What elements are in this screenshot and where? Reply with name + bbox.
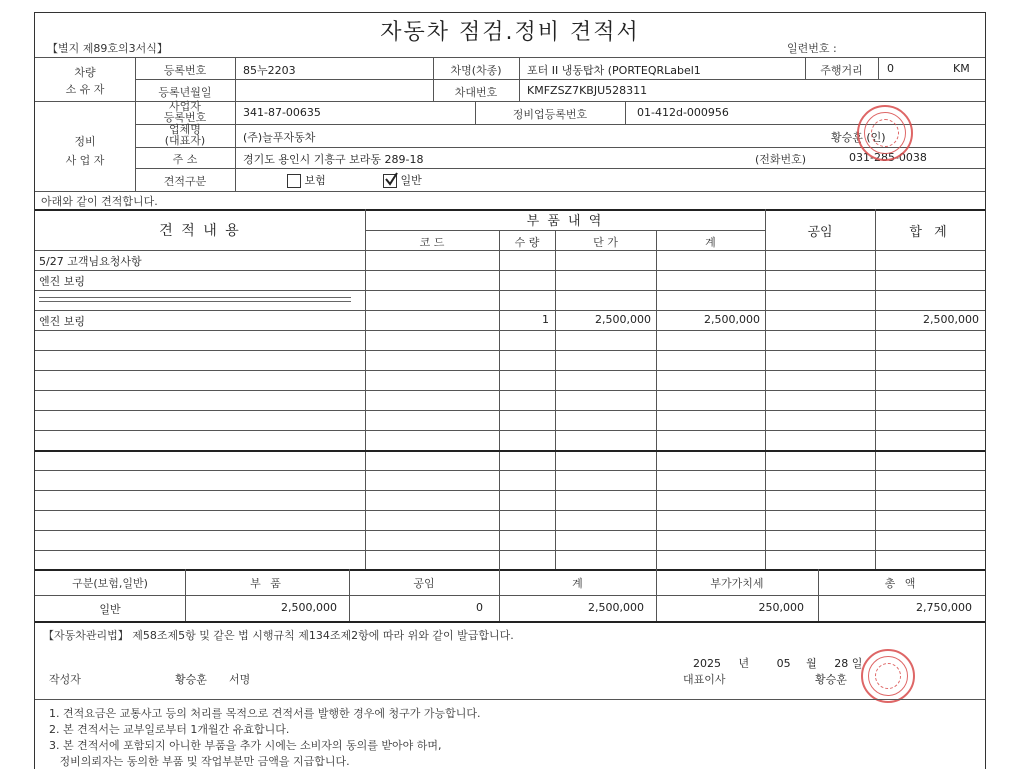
header-subtotal: 계 xyxy=(705,236,716,249)
shop-section-label-2: 사 업 자 xyxy=(65,154,105,167)
legal-text: 【자동차관리법】 제58조제5항 및 같은 법 시행규칙 제134조제2항에 따라 위와 같이 발급합니다. xyxy=(43,629,514,642)
company-seal-icon xyxy=(857,105,913,161)
option-insurance[interactable] xyxy=(287,172,326,188)
row-total: 2,500,000 xyxy=(923,313,979,326)
estimate-form xyxy=(34,12,986,769)
form-code: 【별지 제89호의3서식】 xyxy=(47,42,168,55)
shop-section-label-1: 정비 xyxy=(74,135,96,148)
note-2: 2. 본 견적서는 교부일로부터 1개월간 유효합니다. xyxy=(49,723,290,736)
page-title: 자동차 점검.정비 견적서 xyxy=(380,20,640,45)
writer-name: 황승훈 xyxy=(175,673,207,686)
representative-value: 황승훈 (인) xyxy=(831,131,886,144)
owner-section-label-1: 차량 xyxy=(74,66,96,79)
row-divider xyxy=(35,510,985,511)
writer-label: 작성자 xyxy=(49,673,81,686)
note-1: 1. 견적요금은 교통사고 등의 처리를 목적으로 견적서를 발행한 경우에 청구가 가능합니다. xyxy=(49,707,481,720)
biz-no-label xyxy=(135,101,235,123)
insurance-label: 보험 xyxy=(304,174,326,187)
row-qty: 1 xyxy=(542,313,549,326)
row-divider xyxy=(35,550,985,551)
model-label: 차명(차종) xyxy=(450,64,502,77)
biz-no-value: 341-87-00635 xyxy=(243,106,321,119)
header-code: 코 드 xyxy=(419,236,445,249)
summary-parts: 2,500,000 xyxy=(281,601,337,614)
phone-label: (전화번호) xyxy=(755,153,807,166)
vin-label: 차대번호 xyxy=(454,86,498,99)
header-qty: 수 량 xyxy=(514,236,540,249)
check-icon xyxy=(384,172,398,186)
mileage-label: 주행거리 xyxy=(820,64,863,77)
row-divider xyxy=(35,430,985,431)
summary-labor-label: 공임 xyxy=(413,577,435,590)
date-year-label: 년 xyxy=(738,657,750,670)
header-parts: 부 품 내 역 xyxy=(526,214,604,229)
summary-sum-label: 계 xyxy=(572,577,583,590)
row-divider xyxy=(35,490,985,491)
row-separator xyxy=(39,297,351,302)
row-divider xyxy=(35,390,985,391)
ceo-name: 황승훈 xyxy=(815,673,847,686)
ceo-seal-icon xyxy=(861,649,915,703)
header-content: 견 적 내 용 xyxy=(159,223,241,239)
reg-date-label: 등록년월일 xyxy=(158,86,212,99)
date-month: 05 xyxy=(776,657,791,670)
owner-section-label-2: 소 유 자 xyxy=(65,83,105,96)
summary-total-label: 총 액 xyxy=(884,577,919,590)
estimate-type-label: 견적구분 xyxy=(163,175,207,188)
company-value: (주)늘푸자동차 xyxy=(243,131,316,144)
summary-parts-label: 부 품 xyxy=(250,577,284,590)
address-label: 주 소 xyxy=(172,153,198,166)
mileage-value: 0 xyxy=(887,62,894,75)
header-unit-price: 단 가 xyxy=(593,236,618,249)
row-divider xyxy=(35,270,985,271)
summary-type: 일반 xyxy=(99,603,121,616)
row-divider xyxy=(35,410,985,411)
row-divider xyxy=(35,450,985,452)
row-divider xyxy=(35,530,985,531)
serial-label: 일련번호 : xyxy=(787,42,837,55)
date-day: 28 xyxy=(834,657,849,670)
row-divider xyxy=(35,330,985,331)
note-4: 정비의뢰자는 동의한 부품 및 작업부분만 금액을 지급합니다. xyxy=(49,755,350,768)
option-general[interactable] xyxy=(383,172,422,188)
sign-label: 서명 xyxy=(229,673,251,686)
reg-no-value: 85누2203 xyxy=(243,64,296,77)
row-divider xyxy=(35,370,985,371)
summary-vat: 250,000 xyxy=(758,601,804,614)
intro-text: 아래와 같이 견적합니다. xyxy=(41,195,158,208)
row-content: 엔진 보링 xyxy=(39,275,86,288)
model-value: 포터 II 냉동탑차 (PORTEQRLabel1 xyxy=(527,64,701,77)
row-unit-price: 2,500,000 xyxy=(595,313,651,326)
insurance-checkbox[interactable] xyxy=(287,174,301,188)
biz-no-label-line-2: 등록번호 xyxy=(163,111,207,124)
shop-reg-label: 정비업등록번호 xyxy=(512,108,588,121)
date-day-label: 일 xyxy=(851,657,863,670)
company-label xyxy=(135,124,235,146)
company-label-line-2: (대표자) xyxy=(164,134,206,147)
summary-total: 2,750,000 xyxy=(916,601,972,614)
row-content: 5/27 고객님요청사항 xyxy=(39,255,142,268)
header-total: 합 계 xyxy=(909,225,951,240)
vin-value: KMFZSZ7KBJU528311 xyxy=(527,84,648,97)
company-label-line-1: 업체명 xyxy=(169,123,201,136)
ceo-label: 대표이사 xyxy=(683,673,726,686)
summary-sum: 2,500,000 xyxy=(588,601,644,614)
phone-value: 031-285-0038 xyxy=(849,151,927,164)
header-labor: 공임 xyxy=(807,225,833,240)
date-month-label: 월 xyxy=(806,657,817,670)
summary-vat-label: 부가가치세 xyxy=(710,577,764,590)
summary-type-label: 구분(보험,일반) xyxy=(72,577,148,590)
note-3: 3. 본 견적서에 포함되지 아니한 부품을 추가 시에는 소비자의 동의를 받아야 하며, xyxy=(49,739,442,752)
reg-no-label: 등록번호 xyxy=(163,64,207,77)
row-divider xyxy=(35,470,985,471)
mileage-unit: KM xyxy=(953,62,970,75)
summary-labor: 0 xyxy=(476,601,483,614)
general-label: 일반 xyxy=(400,174,422,187)
general-checkbox[interactable] xyxy=(383,174,397,188)
row-divider xyxy=(35,310,985,311)
row-divider xyxy=(35,290,985,291)
row-divider xyxy=(35,350,985,351)
shop-reg-value: 01-412d-000956 xyxy=(637,106,729,119)
issue-date xyxy=(693,655,862,671)
address-value: 경기도 용인시 기흥구 보라동 289-18 xyxy=(243,153,424,166)
row-subtotal: 2,500,000 xyxy=(704,313,760,326)
date-year: 2025 xyxy=(693,657,721,670)
biz-no-label-line-1: 사업자 xyxy=(169,100,201,113)
row-content: 엔진 보링 xyxy=(39,315,86,328)
